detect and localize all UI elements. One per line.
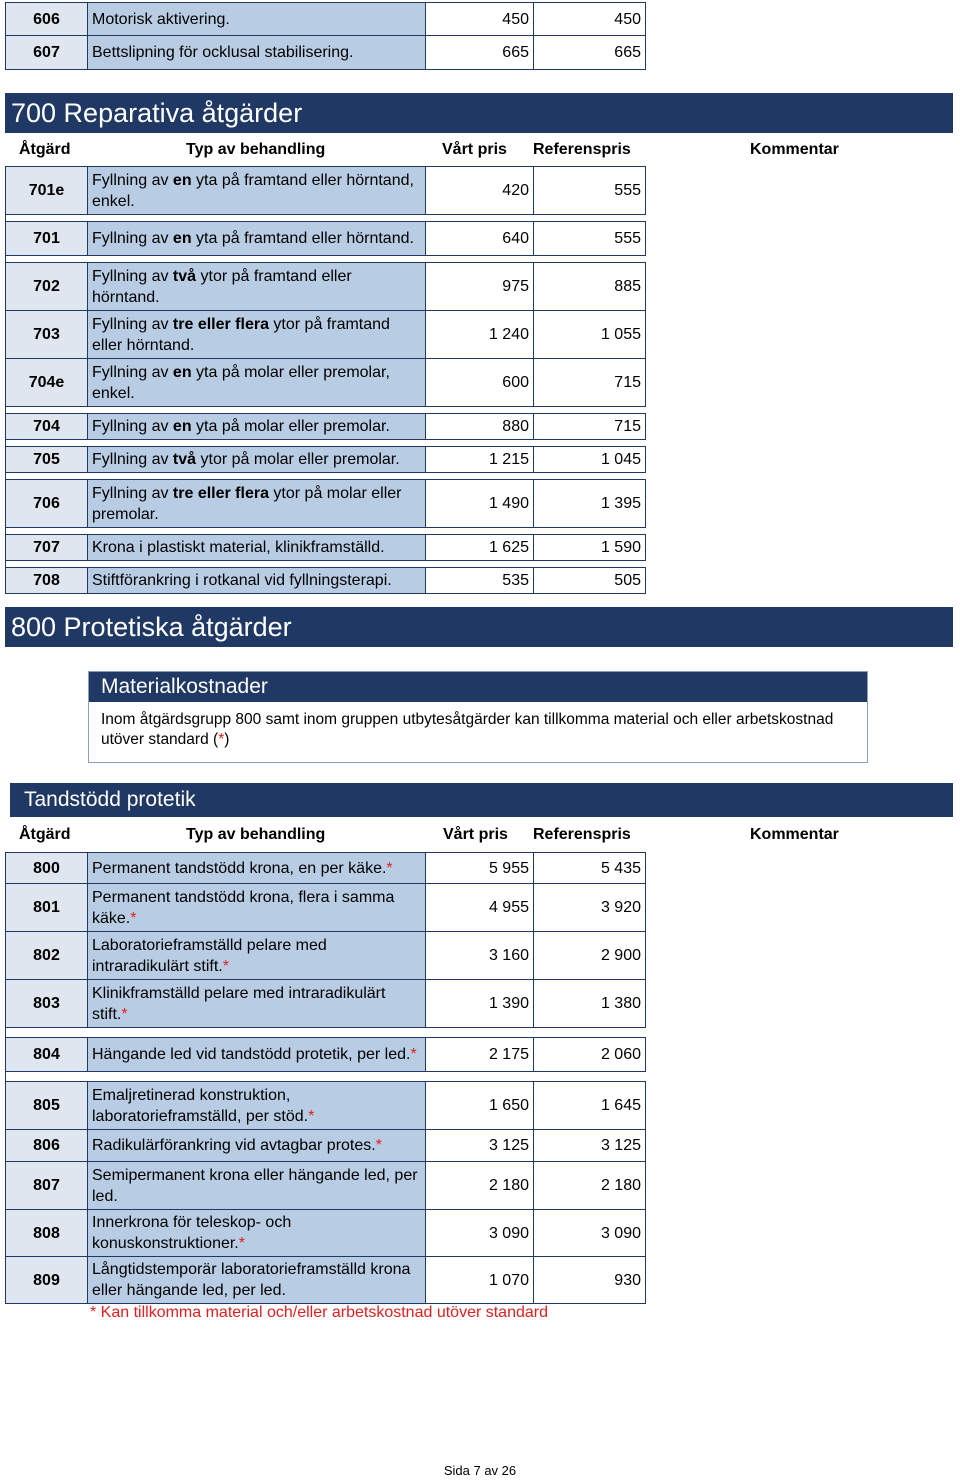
row-desc: Fyllning av en yta på framtand eller hörntand, enkel. <box>88 167 426 215</box>
row-ref: 555 <box>534 167 646 215</box>
table-row <box>6 1257 954 1304</box>
row-desc: Radikulärförankring vid avtagbar protes.* <box>88 1130 426 1162</box>
row-desc: Fyllning av en yta på framtand eller hörntand. <box>88 222 426 256</box>
top-rows-table <box>5 2 953 70</box>
row-price: 450 <box>426 3 534 36</box>
material-heading: Materialkostnader <box>89 672 867 702</box>
section-800-table <box>5 852 953 1304</box>
row-price: 1 240 <box>426 311 534 359</box>
row-ref: 2 180 <box>534 1162 646 1210</box>
row-price: 1 390 <box>426 980 534 1028</box>
table-row <box>6 1130 954 1162</box>
row-desc: Permanent tandstödd krona, en per käke.* <box>88 853 426 884</box>
row-desc: Fyllning av en yta på molar eller premolar. <box>88 414 426 440</box>
table-row <box>6 1038 954 1072</box>
row-code: 705 <box>6 447 88 473</box>
row-code: 802 <box>6 932 88 980</box>
header-ref: Referenspris <box>533 826 631 843</box>
row-ref: 930 <box>534 1257 646 1304</box>
section-800-header <box>5 818 953 852</box>
row-code: 807 <box>6 1162 88 1210</box>
row-code: 606 <box>6 3 88 36</box>
table-row <box>6 980 954 1028</box>
row-ref: 555 <box>534 222 646 256</box>
table-row <box>6 222 954 256</box>
table-row <box>6 359 954 407</box>
row-ref: 1 055 <box>534 311 646 359</box>
table-row <box>6 263 954 311</box>
row-ref: 450 <box>534 3 646 36</box>
row-code: 706 <box>6 480 88 528</box>
row-ref: 1 395 <box>534 480 646 528</box>
row-code: 803 <box>6 980 88 1028</box>
header-pris: Vårt pris <box>442 141 507 158</box>
section-700-title: 700 Reparativa åtgärder <box>5 93 953 133</box>
row-price: 5 955 <box>426 853 534 884</box>
row-ref: 3 125 <box>534 1130 646 1162</box>
material-costs-box <box>88 671 868 763</box>
row-ref: 715 <box>534 414 646 440</box>
header-atgard: Åtgärd <box>19 826 71 843</box>
row-code: 704 <box>6 414 88 440</box>
row-ref: 1 645 <box>534 1082 646 1130</box>
row-price: 1 215 <box>426 447 534 473</box>
row-price: 1 625 <box>426 535 534 561</box>
row-price: 3 090 <box>426 1210 534 1257</box>
row-price: 2 175 <box>426 1038 534 1072</box>
row-ref: 5 435 <box>534 853 646 884</box>
row-code: 703 <box>6 311 88 359</box>
row-price: 1 070 <box>426 1257 534 1304</box>
table-row <box>6 3 954 36</box>
row-desc: Semipermanent krona eller hängande led, per led. <box>88 1162 426 1210</box>
footnote: * Kan tillkomma material och/eller arbetskostnad utöver standard <box>90 1304 548 1321</box>
header-typ: Typ av behandling <box>186 826 326 843</box>
header-pris: Vårt pris <box>443 826 508 843</box>
header-kommentar: Kommentar <box>750 141 839 158</box>
row-desc: Fyllning av tre eller flera ytor på framtand eller hörntand. <box>88 311 426 359</box>
table-row <box>6 480 954 528</box>
row-code: 704e <box>6 359 88 407</box>
table-row <box>6 311 954 359</box>
row-ref: 885 <box>534 263 646 311</box>
row-desc: Hängande led vid tandstödd protetik, per led.* <box>88 1038 426 1072</box>
row-price: 975 <box>426 263 534 311</box>
row-price: 3 160 <box>426 932 534 980</box>
row-desc: Krona i plastiskt material, klinikframställd. <box>88 535 426 561</box>
row-price: 3 125 <box>426 1130 534 1162</box>
header-kommentar: Kommentar <box>750 826 839 843</box>
row-price: 880 <box>426 414 534 440</box>
row-desc: Fyllning av två ytor på molar eller premolar. <box>88 447 426 473</box>
row-code: 701 <box>6 222 88 256</box>
row-code: 808 <box>6 1210 88 1257</box>
row-code: 702 <box>6 263 88 311</box>
table-row <box>6 414 954 440</box>
row-ref: 1 380 <box>534 980 646 1028</box>
row-ref: 505 <box>534 568 646 594</box>
row-code: 708 <box>6 568 88 594</box>
section-700-header <box>5 133 953 167</box>
row-ref: 1 045 <box>534 447 646 473</box>
table-row <box>6 1162 954 1210</box>
row-ref: 1 590 <box>534 535 646 561</box>
page-number: Sida 7 av 26 <box>443 1463 517 1478</box>
row-desc: Fyllning av två ytor på framtand eller hörntand. <box>88 263 426 311</box>
row-desc: Innerkrona för teleskop- och konuskonstruktioner.* <box>88 1210 426 1257</box>
table-row <box>6 568 954 594</box>
row-desc: Stiftförankring i rotkanal vid fyllningsterapi. <box>88 568 426 594</box>
row-desc: Fyllning av en yta på molar eller premolar, enkel. <box>88 359 426 407</box>
table-row <box>6 853 954 884</box>
material-text: Inom åtgärdsgrupp 800 samt inom gruppen utbytesåtgärder kan tillkomma material och eller arbetskostnad utöver standard (*) <box>101 711 834 748</box>
row-price: 4 955 <box>426 884 534 932</box>
row-desc: Bettslipning för ocklusal stabilisering. <box>88 36 426 70</box>
row-desc: Klinikframställd pelare med intraradikulärt stift.* <box>88 980 426 1028</box>
table-row <box>6 1082 954 1130</box>
row-desc: Permanent tandstödd krona, flera i samma käke.* <box>88 884 426 932</box>
row-ref: 3 920 <box>534 884 646 932</box>
row-code: 809 <box>6 1257 88 1304</box>
table-row <box>6 1210 954 1257</box>
header-atgard: Åtgärd <box>19 141 71 158</box>
row-price: 1 650 <box>426 1082 534 1130</box>
row-ref: 2 060 <box>534 1038 646 1072</box>
table-row <box>6 535 954 561</box>
row-code: 707 <box>6 535 88 561</box>
row-code: 801 <box>6 884 88 932</box>
table-row <box>6 932 954 980</box>
table-row <box>6 167 954 215</box>
row-desc: Långtidstemporär laboratorieframställd krona eller hängande led, per led. <box>88 1257 426 1304</box>
row-desc: Motorisk aktivering. <box>88 3 426 36</box>
row-price: 420 <box>426 167 534 215</box>
header-typ: Typ av behandling <box>186 141 326 158</box>
row-ref: 3 090 <box>534 1210 646 1257</box>
row-price: 600 <box>426 359 534 407</box>
row-desc: Emaljretinerad konstruktion, laboratorieframställd, per stöd.* <box>88 1082 426 1130</box>
header-ref: Referenspris <box>533 141 631 158</box>
table-row <box>6 447 954 473</box>
row-price: 665 <box>426 36 534 70</box>
section-700-table <box>5 166 953 594</box>
tandstodd-protetik-heading: Tandstödd protetik <box>10 783 953 817</box>
row-ref: 2 900 <box>534 932 646 980</box>
row-price: 2 180 <box>426 1162 534 1210</box>
section-800-title: 800 Protetiska åtgärder <box>5 607 953 647</box>
table-row <box>6 884 954 932</box>
row-ref: 665 <box>534 36 646 70</box>
row-code: 800 <box>6 853 88 884</box>
row-ref: 715 <box>534 359 646 407</box>
row-code: 805 <box>6 1082 88 1130</box>
row-price: 535 <box>426 568 534 594</box>
row-desc: Laboratorieframställd pelare med intraradikulärt stift.* <box>88 932 426 980</box>
row-code: 806 <box>6 1130 88 1162</box>
row-code: 804 <box>6 1038 88 1072</box>
row-code: 701e <box>6 167 88 215</box>
row-desc: Fyllning av tre eller flera ytor på molar eller premolar. <box>88 480 426 528</box>
row-price: 1 490 <box>426 480 534 528</box>
row-price: 640 <box>426 222 534 256</box>
row-code: 607 <box>6 36 88 70</box>
table-row <box>6 36 954 70</box>
